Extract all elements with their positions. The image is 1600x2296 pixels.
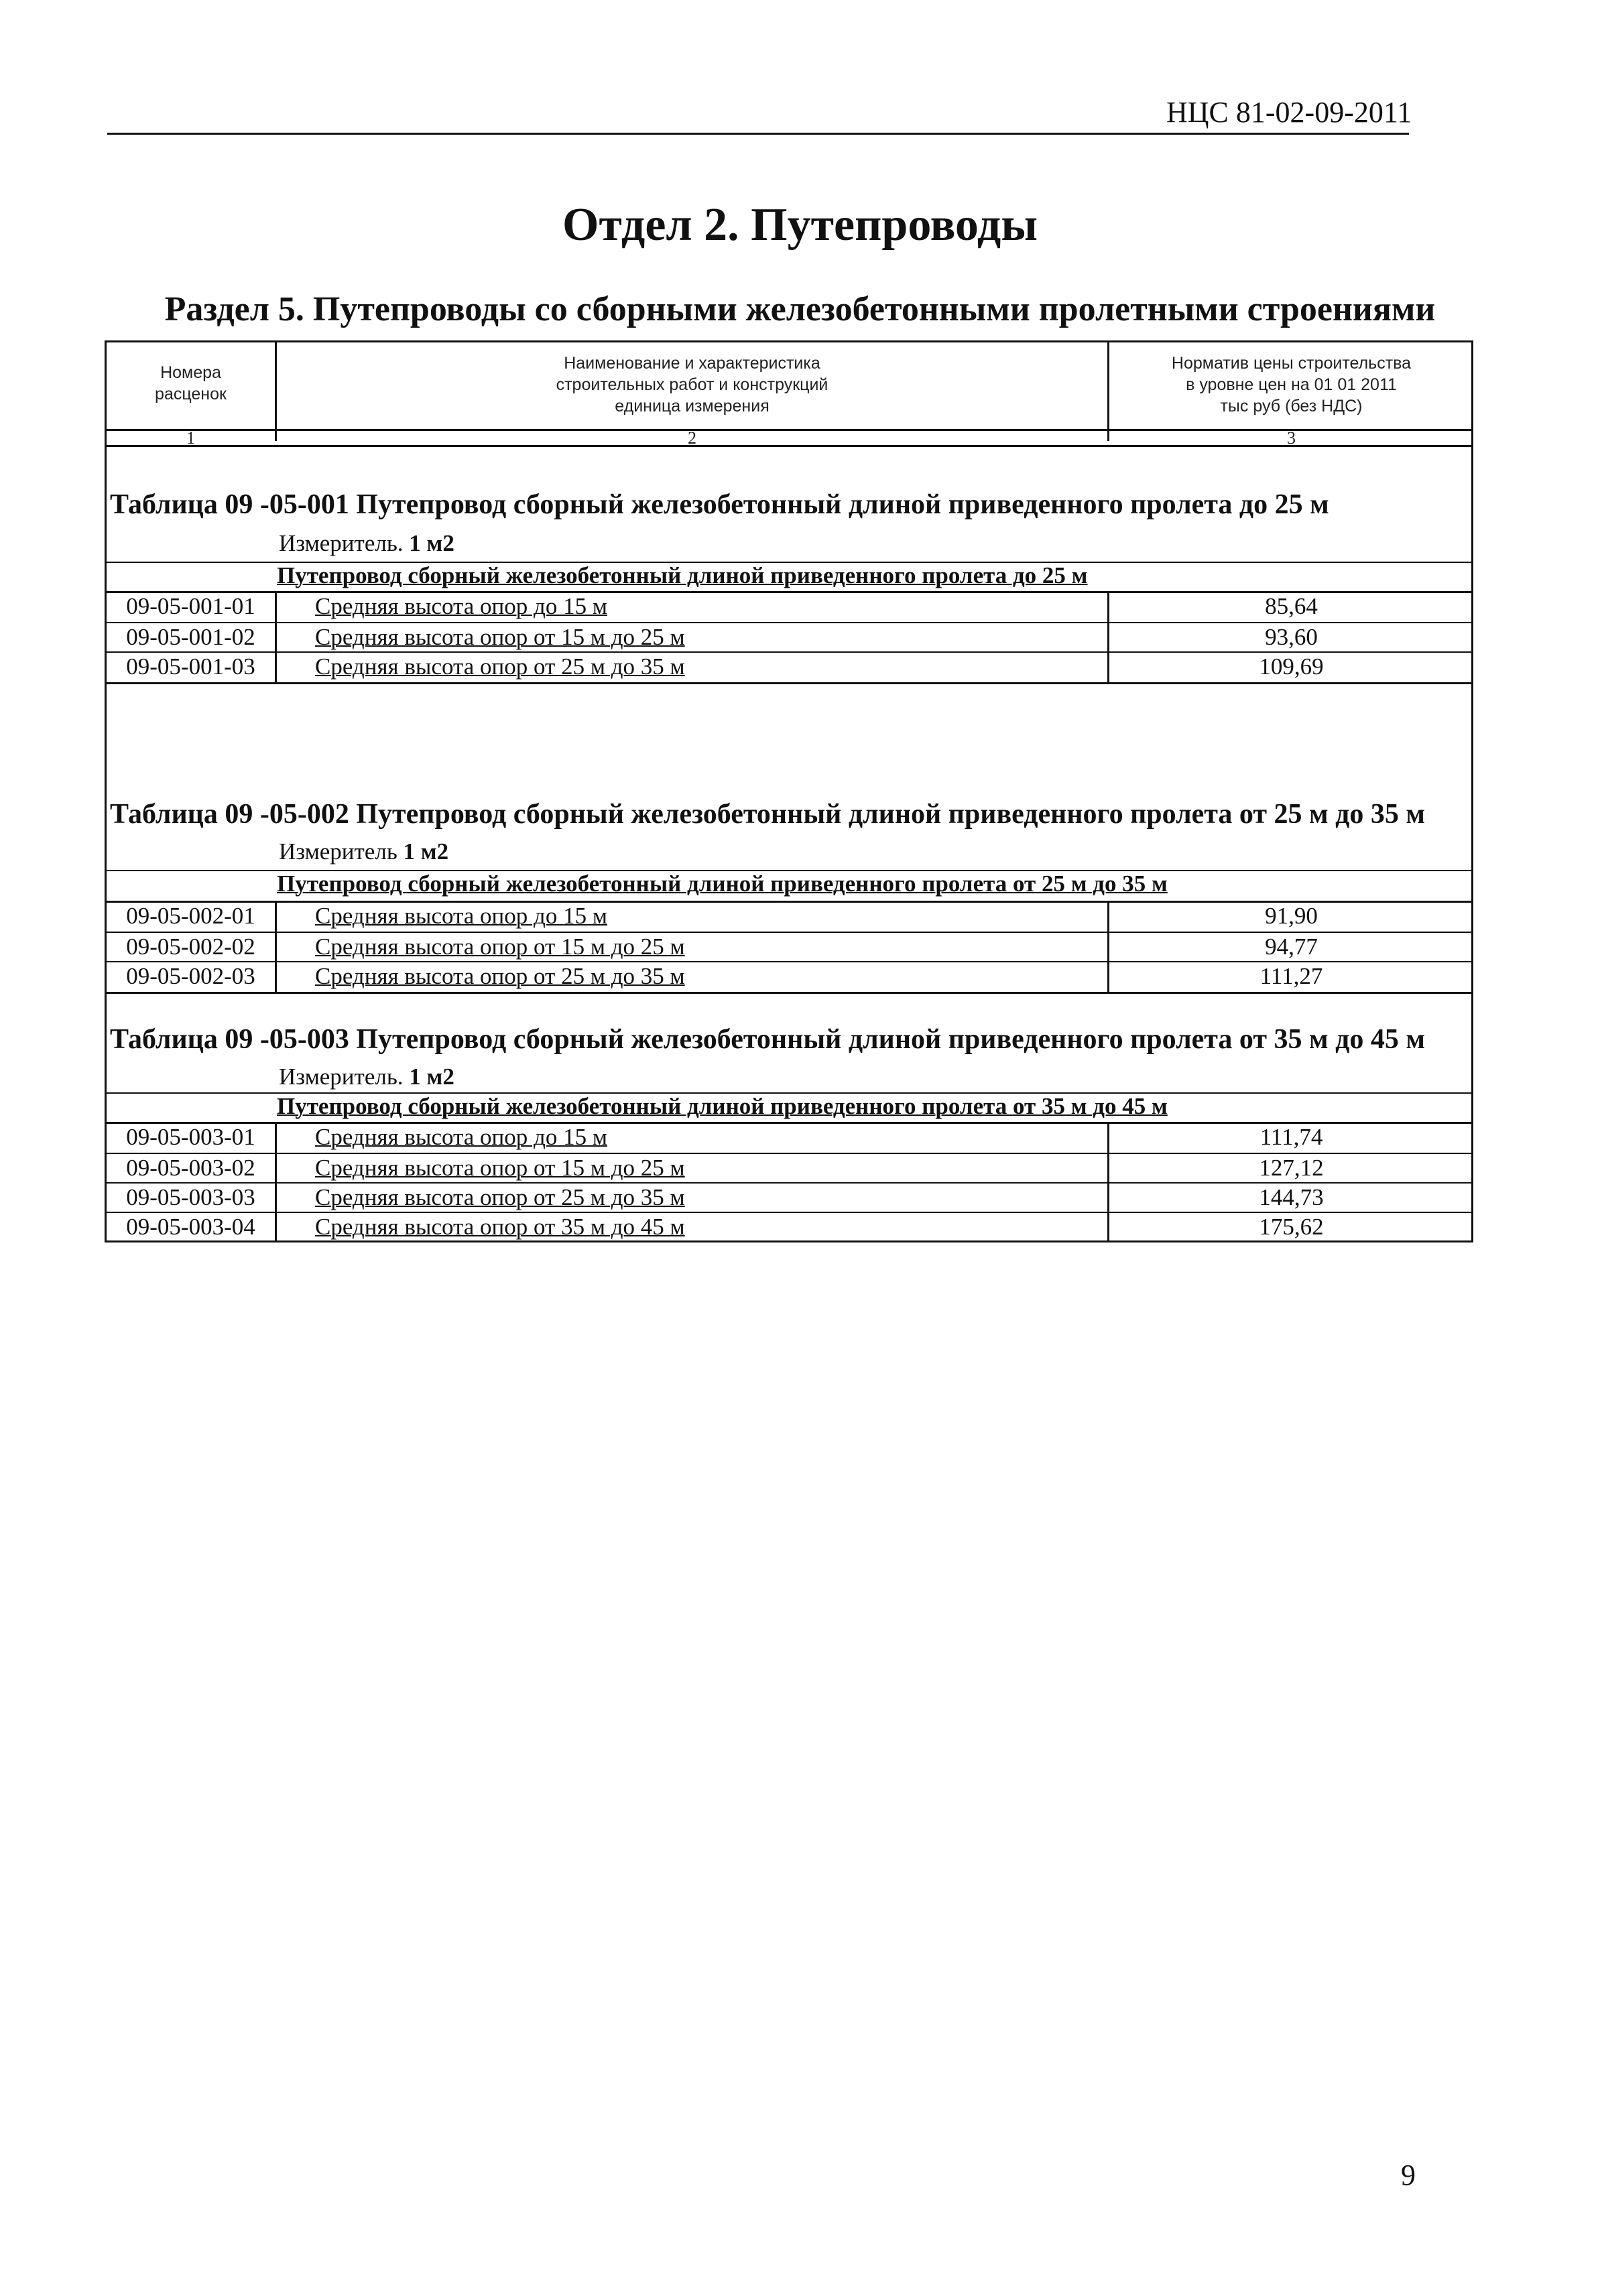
table-row-value: 111,27 bbox=[1259, 963, 1323, 989]
table-row-description: Средняя высота опор от 25 м до 35 м bbox=[315, 1184, 685, 1210]
table-row-code: 09-05-003-03 bbox=[126, 1184, 255, 1210]
table-caption: Таблица 09 -05-002 Путепровод сборный железобетонный длиной приведенного пролета от 25 м до 35 м bbox=[110, 799, 1425, 830]
row-divider-codes bbox=[275, 591, 277, 684]
table-row-code: 09-05-001-01 bbox=[126, 593, 255, 619]
table-group-title: Путепровод сборный железобетонный длиной приведенного пролета до 25 м bbox=[277, 562, 1088, 588]
table-row-code: 09-05-003-01 bbox=[126, 1124, 255, 1150]
column-header-price-line3: тыс руб (без НДС) bbox=[1220, 397, 1363, 416]
meter-label: Измеритель bbox=[279, 838, 397, 865]
row-divider-values bbox=[1107, 591, 1109, 684]
table-row-value: 93,60 bbox=[1265, 624, 1318, 650]
table-row-description: Средняя высота опор до 15 м bbox=[315, 1124, 607, 1150]
table-row-code: 09-05-002-01 bbox=[126, 903, 255, 929]
row-divider-codes bbox=[275, 901, 277, 993]
column-header-description bbox=[277, 353, 1107, 417]
table-row-value: 91,90 bbox=[1265, 903, 1318, 929]
table-row-description: Средняя высота опор от 15 м до 25 м bbox=[315, 934, 685, 960]
table-meter bbox=[279, 1063, 454, 1091]
column-header-price bbox=[1109, 353, 1473, 417]
table-caption: Таблица 09 -05-003 Путепровод сборный железобетонный длиной приведенного пролета от 35 м до 45 м bbox=[110, 1024, 1425, 1055]
table-row-description: Средняя высота опор до 15 м bbox=[315, 903, 607, 929]
column-number-3: 3 bbox=[1287, 428, 1296, 448]
table-meter bbox=[279, 838, 448, 866]
meter-unit: 1 м2 bbox=[403, 838, 449, 865]
meter-unit: 1 м2 bbox=[409, 1064, 454, 1090]
section-title: Раздел 5. Путепроводы со сборными железобетонными пролетными строениями bbox=[164, 290, 1436, 328]
column-header-price-line2: в уровне цен на 01 01 2011 bbox=[1186, 375, 1397, 394]
table-row-description: Средняя высота опор до 15 м bbox=[315, 593, 607, 619]
table-row-value: 111,74 bbox=[1259, 1124, 1323, 1150]
table-row-value: 109,69 bbox=[1259, 653, 1324, 680]
table-meter bbox=[279, 529, 454, 558]
meter-label: Измеритель. bbox=[279, 530, 404, 556]
table-bottom-rule bbox=[105, 682, 1473, 684]
table-bottom-rule bbox=[105, 992, 1473, 994]
meter-unit: 1 м2 bbox=[409, 530, 454, 556]
table-row-value: 94,77 bbox=[1265, 934, 1318, 960]
table-row-value: 175,62 bbox=[1259, 1214, 1324, 1240]
table-row-description: Средняя высота опор от 35 м до 45 м bbox=[315, 1214, 685, 1240]
table-row-description: Средняя высота опор от 15 м до 25 м bbox=[315, 624, 685, 650]
column-header-codes bbox=[107, 362, 275, 405]
department-title: Отдел 2. Путепроводы bbox=[562, 199, 1038, 251]
column-header-codes-line1: Номера bbox=[160, 363, 221, 382]
column-number-2: 2 bbox=[688, 428, 696, 448]
table-row-code: 09-05-001-03 bbox=[126, 653, 255, 680]
table-row-code: 09-05-002-02 bbox=[126, 934, 255, 960]
column-number-1: 1 bbox=[186, 428, 195, 448]
column-header-price-line1: Норматив цены строительства bbox=[1171, 354, 1412, 373]
row-divider-codes bbox=[275, 1122, 277, 1242]
table-row-value: 85,64 bbox=[1265, 593, 1318, 619]
table-row-value: 127,12 bbox=[1259, 1155, 1324, 1181]
row-divider-values bbox=[1107, 901, 1109, 993]
table-row-code: 09-05-002-03 bbox=[126, 963, 255, 989]
table-row-code: 09-05-001-02 bbox=[126, 624, 255, 650]
page-number: 9 bbox=[1401, 2159, 1416, 2191]
table-group-title: Путепровод сборный железобетонный длиной приведенного пролета от 25 м до 35 м bbox=[277, 871, 1168, 897]
table-group-title: Путепровод сборный железобетонный длиной приведенного пролета от 35 м до 45 м bbox=[277, 1093, 1168, 1119]
table-row-description: Средняя высота опор от 25 м до 35 м bbox=[315, 653, 685, 680]
meter-label: Измеритель. bbox=[279, 1064, 404, 1090]
column-header-codes-line2: расценок bbox=[155, 385, 227, 403]
row-divider-values bbox=[1107, 1122, 1109, 1242]
column-header-description-line3: единица измерения bbox=[615, 397, 770, 416]
table-row-description: Средняя высота опор от 25 м до 35 м bbox=[315, 963, 685, 989]
document-code: НЦС 81-02-09-2011 bbox=[1166, 96, 1412, 129]
table-row-code: 09-05-003-04 bbox=[126, 1214, 255, 1240]
column-numbers-bottom-rule bbox=[105, 445, 1473, 447]
table-caption: Таблица 09 -05-001 Путепровод сборный железобетонный длиной приведенного пролета до 25 м bbox=[110, 489, 1329, 520]
column-header-description-line1: Наименование и характеристика bbox=[564, 354, 820, 373]
table-row-value: 144,73 bbox=[1259, 1184, 1324, 1210]
table-row-code: 09-05-003-02 bbox=[126, 1155, 255, 1181]
column-header-description-line2: строительных работ и конструкций bbox=[556, 375, 828, 394]
header-rule bbox=[107, 133, 1409, 135]
table-row-description: Средняя высота опор от 15 м до 25 м bbox=[315, 1155, 685, 1181]
